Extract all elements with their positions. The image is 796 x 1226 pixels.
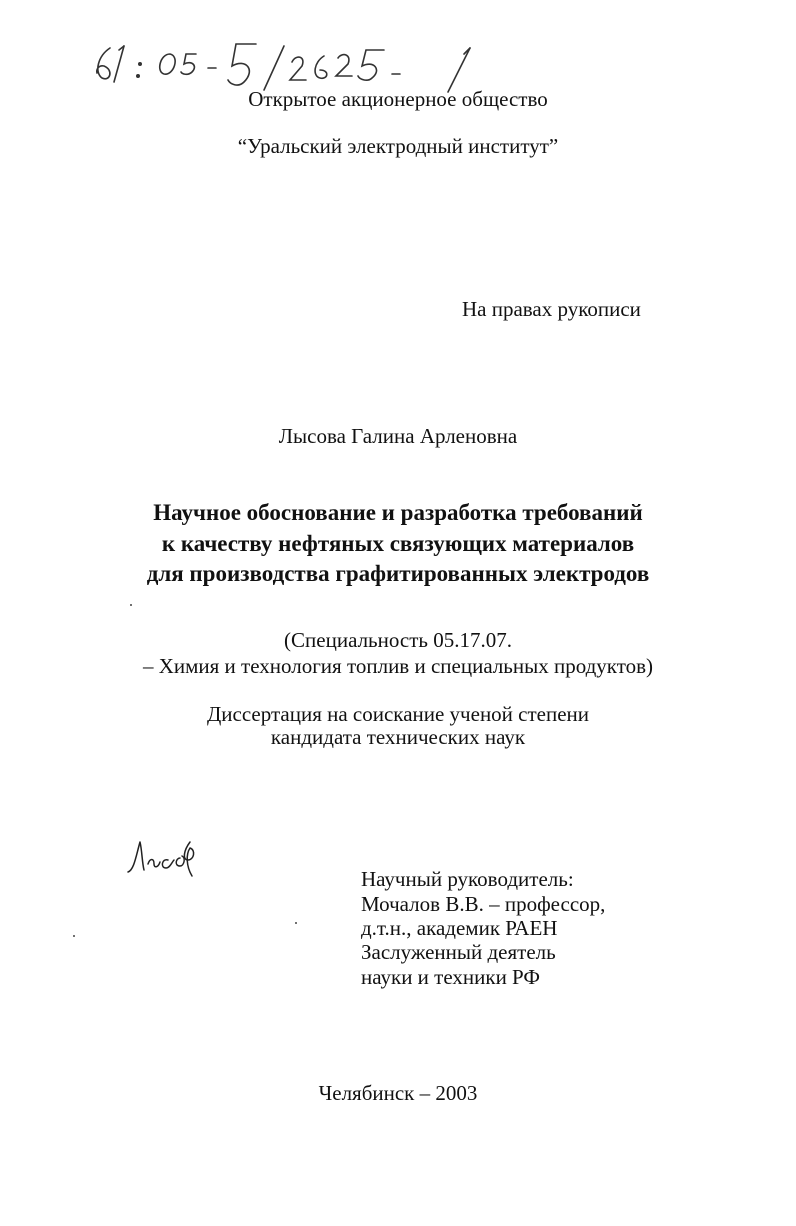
organization-line1: Открытое акционерное общество [248,87,548,111]
rights-note: На правах рукописи [462,297,641,321]
supervisor-line1: Научный руководитель: [361,867,574,891]
supervisor-line5: науки и техники РФ [361,965,540,989]
stray-mark [130,604,132,606]
stray-mark [295,922,297,924]
degree-line2: кандидата технических наук [270,725,526,749]
organization-line2: “Уральский электродный институт” [237,134,559,158]
supervisor-line3: д.т.н., академик РАЕН [361,916,558,940]
author-signature [124,836,202,880]
specialty-line1: (Специальность 05.17.07. [284,628,512,652]
footer-city-year: Челябинск – 2003 [318,1081,478,1105]
supervisor-line2: Мочалов В.В. – профессор, [361,892,606,916]
supervisor-line4: Заслуженный деятель [361,940,556,964]
stray-mark [73,935,75,937]
title-line2: к качеству нефтяных связующих материалов [161,531,635,556]
title-line3: для производства графитированных электродов [146,561,650,586]
degree-line1: Диссертация на соискание ученой степени [206,702,590,726]
title-line1: Научное обоснование и разработка требований [153,500,643,525]
specialty-line2: – Химия и технология топлив и специальных продуктов) [142,654,654,678]
author-name: Лысова Галина Арленовна [278,424,518,448]
